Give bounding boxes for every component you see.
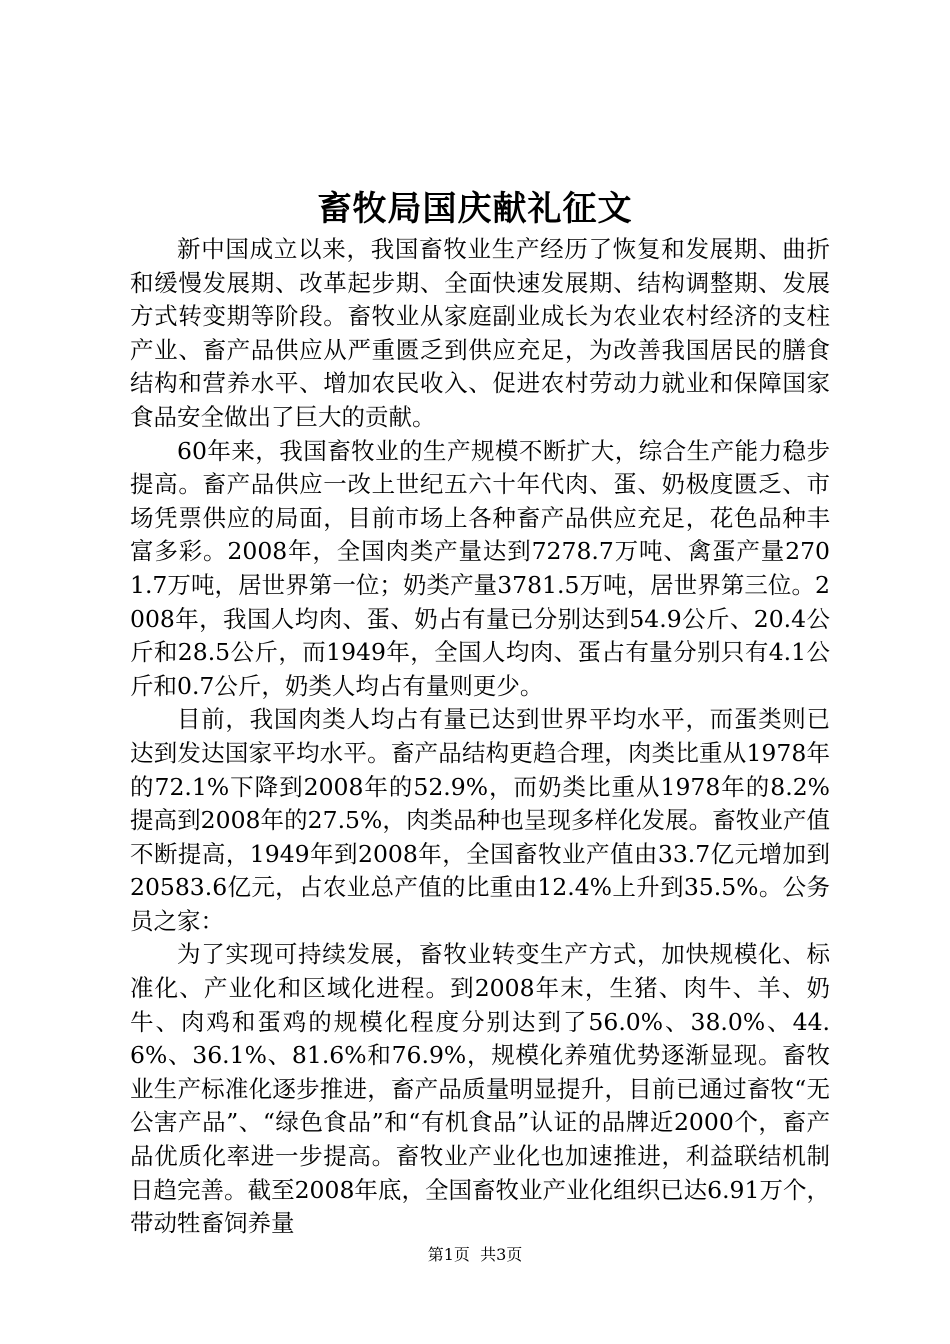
paragraph-2: 60年来，我国畜牧业的生产规模不断扩大，综合生产能力稳步提高。畜产品供应一改上世纪五六十年代肉、蛋、奶极度匮乏、市场凭票供应的局面，目前市场上各种畜产品供应充足，花色品种丰富多彩。2008年，全国肉类产量达到7278.7万吨、禽蛋产量2701.7万吨，居世界第一位；奶类产量3781.5万吨，居世界第三位。2008年，我国人均肉、蛋、奶占有量已分别达到54.9公斤、20.4公斤和28.5公斤，而1949年，全国人均肉、蛋占有量分别只有4.1公斤和0.7公斤，奶类人均占有量则更少。 [130,436,830,700]
paragraph-3: 目前，我国肉类人均占有量已达到世界平均水平，而蛋类则已达到发达国家平均水平。畜产品结构更趋合理，肉类比重从1978年的72.1%下降到2008年的52.9%，而奶类比重从1978年的8.2%提高到2008年的27.5%，肉类品种也呈现多样化发展。畜牧业产值不断提高，1949年到2008年，全国畜牧业产值由33.7亿元增加到20583.6亿元，占农业总产值的比重由12.4%上升到35.5%。公务员之家： [130,705,830,935]
paragraph-4: 为了实现可持续发展，畜牧业转变生产方式，加快规模化、标准化、产业化和区域化进程。到2008年末，生猪、肉牛、羊、奶牛、肉鸡和蛋鸡的规模化程度分别达到了56.0%、38.0%、44.6%、36.1%、81.6%和76.9%，规模化养殖优势逐渐显现。畜牧业生产标准化逐步推进，畜产品质量明显提升，目前已通过畜牧“无公害产品”、“绿色食品”和“有机食品”认证的品牌近2000个，畜产品优质化率进一步提高。畜牧业产业化也加速推进，利益联结机制日趋完善。截至2008年底，全国畜牧业产业化组织已达6.91万个，带动牲畜饲养量 [130,940,830,1238]
page-footer [0,1243,950,1267]
document-title: 畜牧局国庆献礼征文 [317,189,633,229]
document-body [130,233,830,1241]
paragraph-1: 新中国成立以来，我国畜牧业生产经历了恢复和发展期、曲折和缓慢发展期、改革起步期、全面快速发展期、结构调整期、发展方式转变期等阶段。畜牧业从家庭副业成长为农业农村经济的支柱产业、畜产品供应从严重匮乏到供应充足，为改善我国居民的膳食结构和营养水平、增加农民收入、促进农村劳动力就业和保障国家食品安全做出了巨大的贡献。 [130,235,830,431]
page-number: 第1页 [427,1245,470,1264]
page-total: 共3页 [480,1245,523,1264]
